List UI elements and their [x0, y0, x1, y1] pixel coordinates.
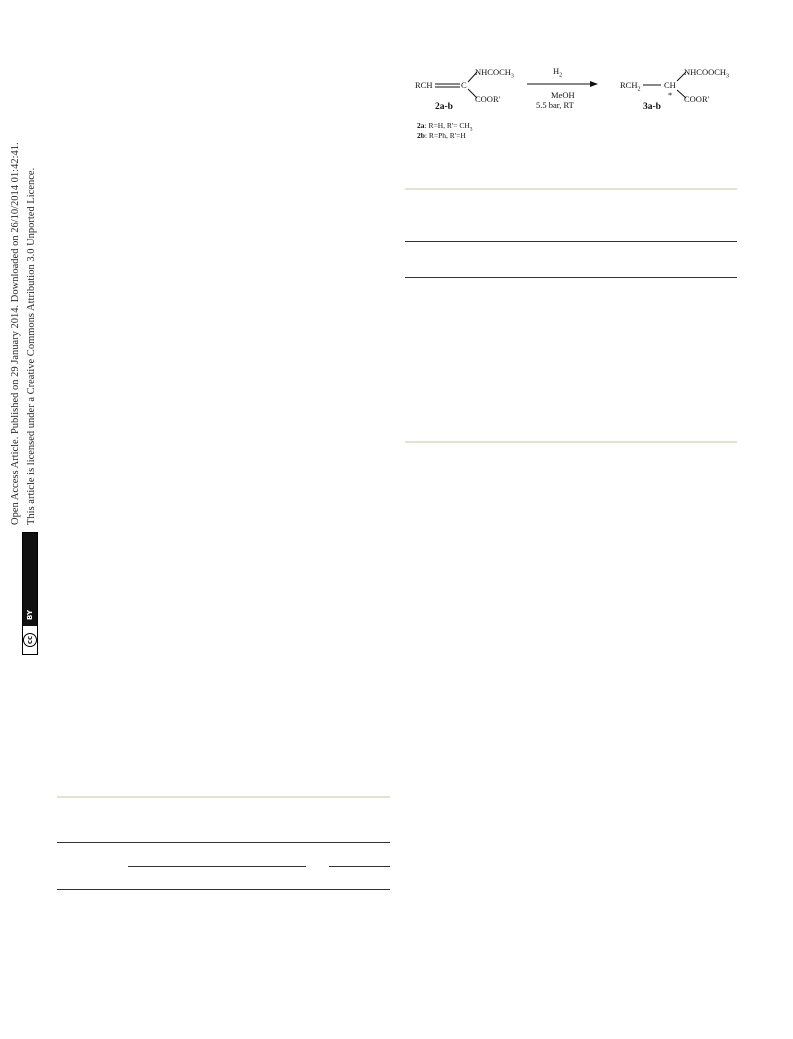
- reactant-coor: COOR': [475, 94, 501, 104]
- product-nhcooch3: $NHCOOCH_3$: [684, 67, 730, 80]
- reactant-rch: RCH: [415, 80, 433, 90]
- creative-commons-icon: cc: [23, 626, 37, 654]
- product-rch2: $RCH_2$: [620, 80, 641, 93]
- note-2a: 2a: R=H, $R'= CH_3$: [417, 121, 473, 133]
- table-bottom-rule: [405, 441, 737, 443]
- product-coor: COOR': [684, 94, 710, 104]
- table2-subheader-rule-1: [128, 866, 306, 867]
- arrow-meoh: MeOH: [551, 90, 575, 100]
- reactant-carbon: C: [461, 80, 467, 90]
- arrow-h2: $H_2$: [553, 66, 563, 79]
- publication-notice: Open Access Article. Published on 29 January 2014. Downloaded on 26/10/2014 01:42:41.: [10, 142, 21, 525]
- table2-top-rule: [57, 796, 390, 798]
- product-ch: CH: [664, 80, 676, 90]
- table-header-rule: [405, 241, 737, 242]
- table2-subheader-rule-2: [329, 866, 390, 867]
- arrow-conditions: 5.5 bar, RT: [536, 100, 574, 110]
- table-body-rule: [405, 277, 737, 278]
- table2-body-rule: [57, 889, 390, 890]
- product-label: 3a-b: [643, 102, 661, 112]
- cc-by-label: BY: [23, 533, 37, 626]
- reaction-scheme: [405, 55, 740, 150]
- note-2b: 2b: R=Ph, R'=H: [417, 131, 466, 140]
- reactant-nhcoch3: $NHCOCH_3$: [475, 67, 514, 80]
- reaction-arrow-head: [590, 81, 598, 87]
- licence-notice[interactable]: This article is licensed under a Creative Commons Attribution 3.0 Unported Licence.: [26, 167, 37, 525]
- cc-by-badge[interactable]: [22, 532, 38, 655]
- product-stereocenter: *: [668, 90, 673, 100]
- open-access-notice: [4, 142, 42, 655]
- table2-header-rule: [57, 842, 390, 843]
- reactant-label: 2a-b: [435, 102, 453, 112]
- table-top-rule: [405, 188, 737, 190]
